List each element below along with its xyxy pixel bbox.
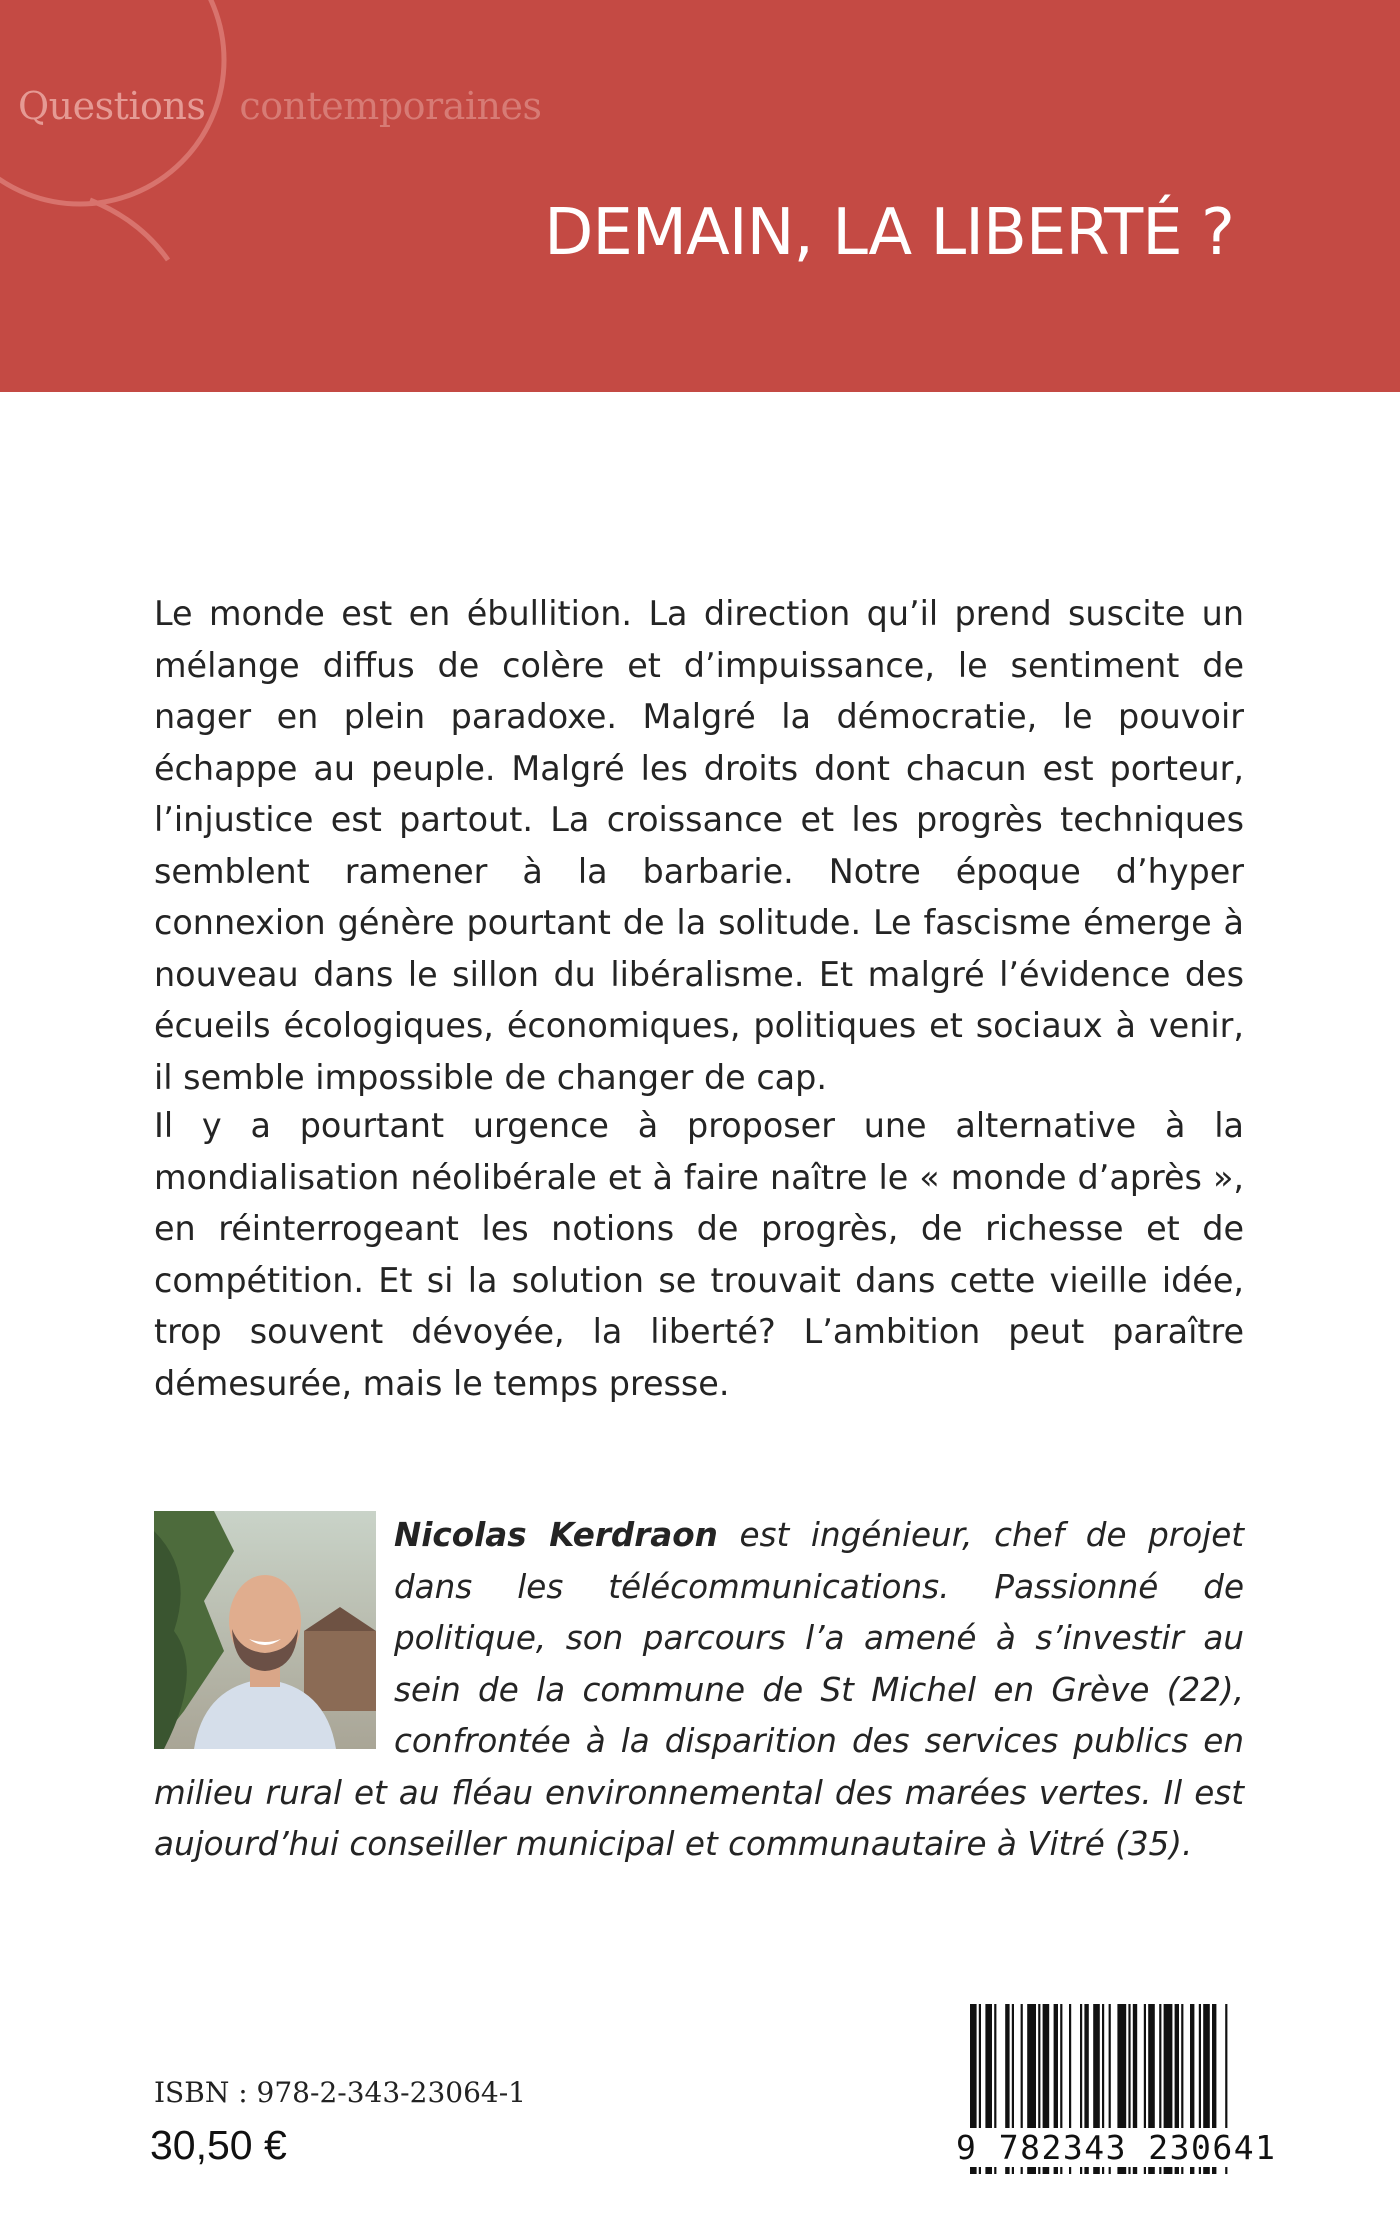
author-name: Nicolas Kerdraon bbox=[394, 1516, 718, 1554]
book-title: DEMAIN, LA LIBERTÉ ? bbox=[544, 196, 1234, 270]
price-text: 30,50 € bbox=[150, 2122, 287, 2168]
barcode-number: 9 782343 230641 bbox=[956, 2128, 1277, 2167]
series-word-questions: Questions bbox=[18, 84, 206, 128]
description-paragraph-2: Il y a pourtant urgence à proposer une alternative à la mondialisation néolibérale et à faire naître le « monde d’après », en réinterrogeant les notions de progrès, de richesse et de compétition. Et si la solution se trouvait dans cette vieille idée, trop souvent dévoyée, la liberté? L’ambition peut paraître démesurée, mais le temps presse. bbox=[154, 1106, 1244, 1403]
q-letter-logo bbox=[0, 0, 260, 300]
series-word-contemporaines: contemporaines bbox=[239, 84, 542, 128]
description-paragraph-1: Le monde est en ébullition. La direction qu’il prend suscite un mélange diffus de colère et d’impuissance, le sentiment de nager en plein paradoxe. Malgré la démocratie, le pouvoir échappe au peuple. Malgré les droits dont chacun est porteur, l’injustice est partout. La croissance et les progrès techniques semblent ramener à la barbarie. Notre époque d’hyper connexion génère pourtant de la solitude. Le fascisme émerge à nouveau dans le sillon du libéralisme. Et malgré l’évidence des écueils écologiques, économiques, politiques et sociaux à venir, il semble impossible de changer de cap. bbox=[154, 594, 1244, 1097]
author-bio-text: est ingénieur, chef de projet dans les télécommunications. Passionné de politique, son parcours l’a amené à s’investir au sein de la commune de St Michel en Grève (22), confrontée à la disparition des services publics en milieu rural et au fléau environnemental des marées vertes. Il est aujourd’hui conseiller municipal et communautaire à Vitré (35). bbox=[154, 1516, 1245, 1863]
isbn-text: ISBN : 978-2-343-23064-1 bbox=[154, 2076, 526, 2109]
series-name bbox=[18, 84, 541, 128]
author-bio bbox=[154, 1510, 1244, 1871]
cover-header-band bbox=[0, 0, 1400, 392]
